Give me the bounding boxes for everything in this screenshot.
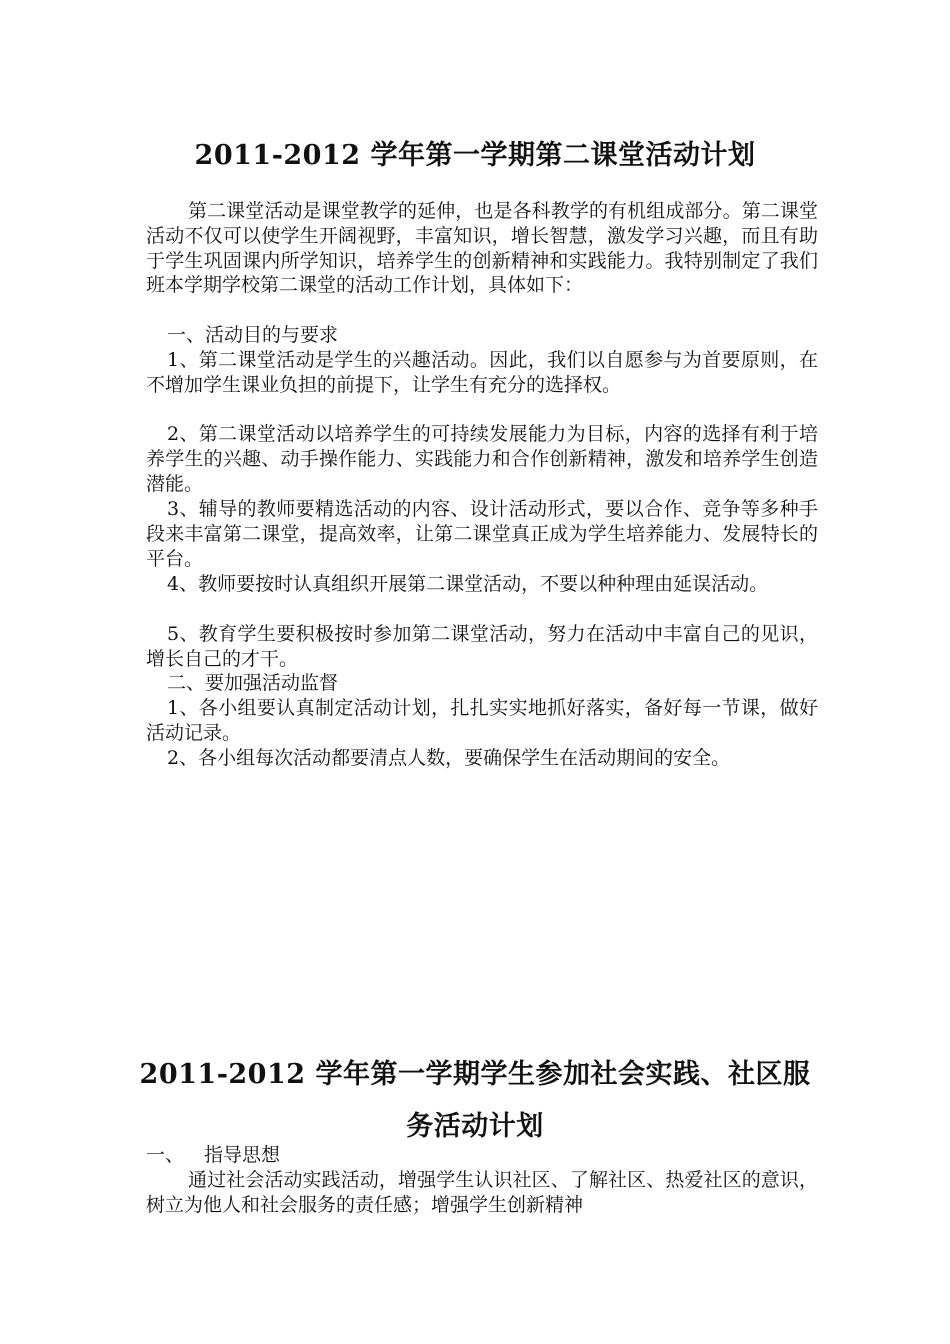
- guidance-paragraph: 通过社会活动实践活动，增强学生认识社区、了解社区、热爱社区的意识，树立为他人和社会服务的责任感；增强学生创新精神: [146, 1169, 818, 1216]
- second-plan-title-line2: 务活动计划: [406, 1111, 544, 1142]
- list-item: 3、辅导的教师要精选活动的内容、设计活动形式，要以合作、竞争等多种手段来丰富第二课堂，提高效率，让第二课堂真正成为学生培养能力、发展特长的平台。: [146, 498, 818, 570]
- section-heading-supervision: 二、要加强活动监督: [167, 672, 339, 694]
- list-item: 5、教育学生要积极按时参加第二课堂活动，努力在活动中丰富自己的见识，增长自己的才干。: [146, 623, 818, 670]
- list-item: 2、第二课堂活动以培养学生的可持续发展能力为目标，内容的选择有利于培养学生的兴趣、动手操作能力、实践能力和合作创新精神，激发和培养学生创造潜能。: [146, 423, 818, 495]
- list-item: 4、教师要按时认真组织开展第二课堂活动，不要以种种理由延误活动。: [167, 573, 769, 595]
- section-heading-purpose: 一、活动目的与要求: [167, 324, 339, 346]
- page-title: 2011-2012 学年第一学期第二课堂活动计划: [194, 140, 756, 171]
- second-plan-title-line1: 2011-2012 学年第一学期学生参加社会实践、社区服: [139, 1059, 811, 1090]
- heading-number: 一、: [146, 1144, 185, 1166]
- intro-paragraph: 第二课堂活动是课堂教学的延伸，也是各科教学的有机组成部分。第二课堂活动不仅可以使学生开阔视野，丰富知识，增长智慧，激发学习兴趣，而且有助于学生巩固课内所学知识，培养学生的创新精神和实践能力。我特别制定了我们班本学期学校第二课堂的活动工作计划，具体如下：: [146, 200, 818, 297]
- list-item: 1、第二课堂活动是学生的兴趣活动。因此，我们以自愿参与为首要原则，在不增加学生课业负担的前提下，让学生有充分的选择权。: [146, 349, 818, 396]
- list-item: 1、各小组要认真制定活动计划，扎扎实实地抓好落实，备好每一节课，做好活动记录。: [146, 697, 818, 744]
- list-item: 2、各小组每次活动都要清点人数，要确保学生在活动期间的安全。: [167, 747, 731, 769]
- heading-text: 指导思想: [204, 1144, 281, 1166]
- section-heading-guidance: [146, 1143, 818, 1168]
